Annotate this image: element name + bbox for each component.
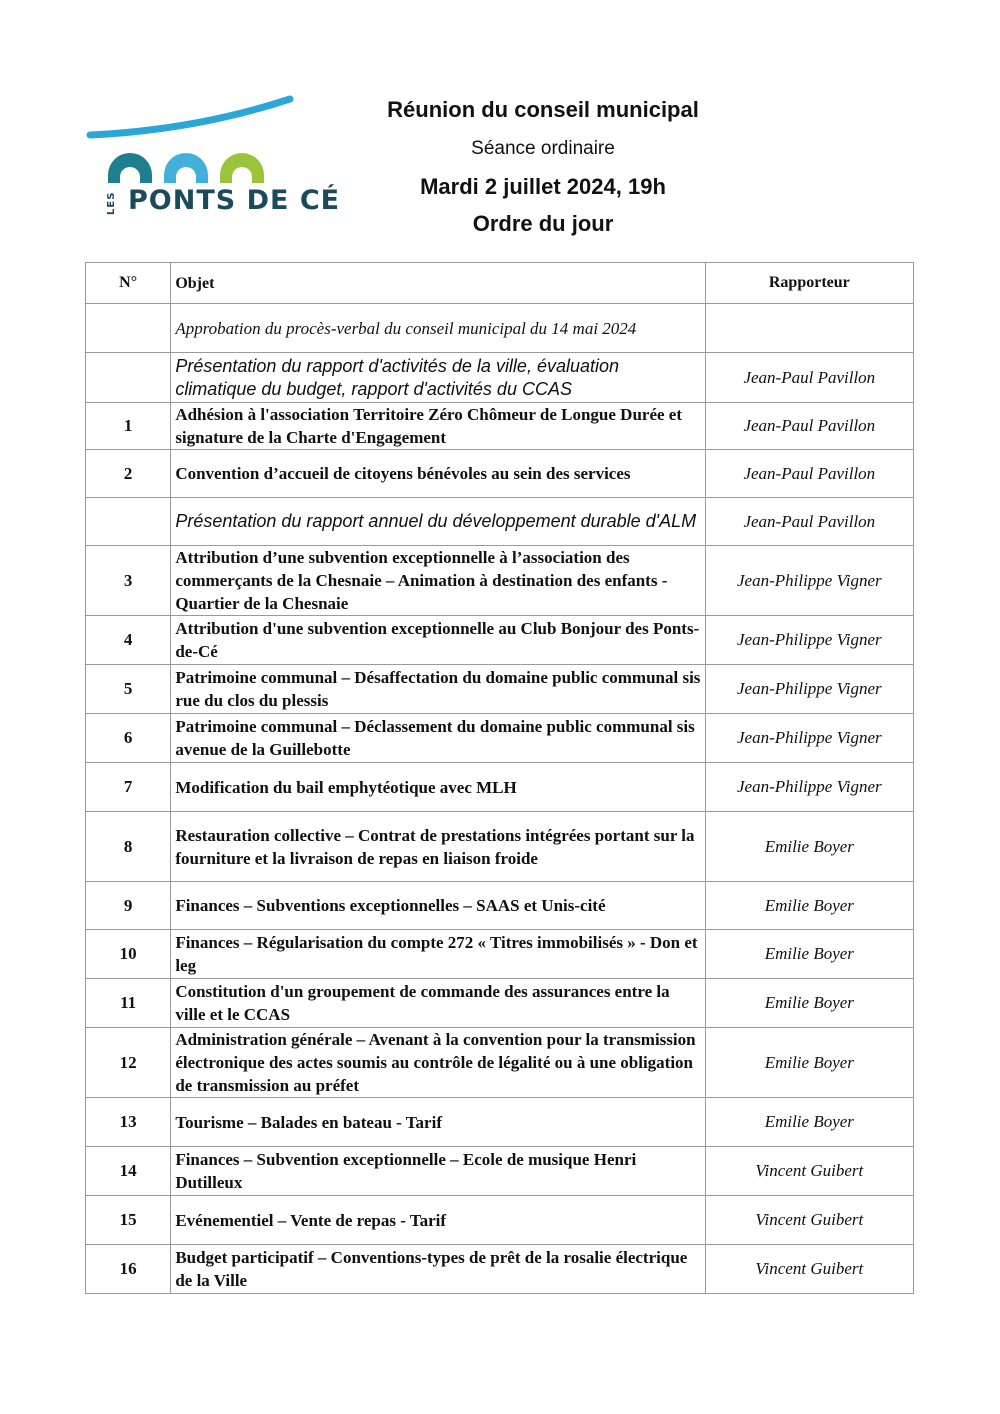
row-num: 10 — [86, 930, 171, 979]
row-objet: Restauration collective – Contrat de prestations intégrées portant sur la fourniture et la livraison de repas en liaison froide — [171, 812, 705, 882]
row-rapporteur: Jean-Paul Pavillon — [705, 450, 913, 498]
row-num: 4 — [86, 616, 171, 665]
table-row — [86, 665, 914, 714]
header-objet: Objet — [171, 263, 705, 304]
table-row — [86, 979, 914, 1028]
row-rapporteur: Emilie Boyer — [705, 979, 913, 1028]
row-num: 2 — [86, 450, 171, 498]
row-num: 7 — [86, 763, 171, 812]
row-num: 13 — [86, 1098, 171, 1147]
row-objet: Patrimoine communal – Déclassement du domaine public communal sis avenue de la Guillebotte — [171, 714, 705, 763]
row-rapporteur: Vincent Guibert — [705, 1196, 913, 1245]
row-objet: Convention d’accueil de citoyens bénévoles au sein des services — [171, 450, 705, 498]
row-rapporteur — [705, 304, 913, 353]
table-row — [86, 763, 914, 812]
meeting-date: Mardi 2 juillet 2024, 19h — [420, 174, 666, 199]
document-header — [330, 94, 756, 242]
document-title: Réunion du conseil municipal — [387, 97, 699, 122]
row-num: 6 — [86, 714, 171, 763]
row-objet: Finances – Subvention exceptionnelle – Ecole de musique Henri Dutilleux — [171, 1147, 705, 1196]
row-objet: Présentation du rapport d'activités de la ville, évaluation climatique du budget, rapport d'activités du CCAS — [171, 353, 705, 403]
table-row — [86, 450, 914, 498]
table-row — [86, 304, 914, 353]
row-num: 5 — [86, 665, 171, 714]
table-row — [86, 353, 914, 403]
row-num: 1 — [86, 403, 171, 450]
row-rapporteur: Emilie Boyer — [705, 1098, 913, 1147]
row-objet: Budget participatif – Conventions-types de prêt de la rosalie électrique de la Ville — [171, 1245, 705, 1294]
table-row — [86, 1196, 914, 1245]
row-num: 16 — [86, 1245, 171, 1294]
row-objet: Finances – Subventions exceptionnelles – SAAS et Unis-cité — [171, 882, 705, 930]
row-num: 12 — [86, 1028, 171, 1098]
agenda-heading: Ordre du jour — [472, 211, 614, 236]
row-num: 14 — [86, 1147, 171, 1196]
row-objet: Adhésion à l'association Territoire Zéro Chômeur de Longue Durée et signature de la Charte d'Engagement — [171, 403, 705, 450]
row-num: 3 — [86, 546, 171, 616]
row-num: 9 — [86, 882, 171, 930]
row-rapporteur: Jean-Philippe Vigner — [705, 763, 913, 812]
table-row — [86, 498, 914, 546]
table-row — [86, 714, 914, 763]
logo-arch-3 — [220, 153, 264, 183]
row-objet: Constitution d'un groupement de commande des assurances entre la ville et le CCAS — [171, 979, 705, 1028]
table-row — [86, 882, 914, 930]
row-num: 15 — [86, 1196, 171, 1245]
row-rapporteur: Jean-Philippe Vigner — [705, 665, 913, 714]
row-num — [86, 304, 171, 353]
row-rapporteur: Vincent Guibert — [705, 1147, 913, 1196]
row-rapporteur: Jean-Philippe Vigner — [705, 546, 913, 616]
row-rapporteur: Jean-Paul Pavillon — [705, 353, 913, 403]
logo-main-text: PONTS DE CÉ — [128, 185, 341, 216]
row-rapporteur: Emilie Boyer — [705, 930, 913, 979]
row-num — [86, 353, 171, 403]
logo-les-text: LES — [106, 191, 117, 215]
row-rapporteur: Jean-Philippe Vigner — [705, 616, 913, 665]
header-num: N° — [86, 263, 171, 304]
row-objet: Approbation du procès-verbal du conseil municipal du 14 mai 2024 — [171, 304, 705, 353]
table-row — [86, 1245, 914, 1294]
logo — [86, 95, 341, 225]
row-rapporteur: Jean-Paul Pavillon — [705, 498, 913, 546]
table-row — [86, 616, 914, 665]
row-rapporteur: Vincent Guibert — [705, 1245, 913, 1294]
logo-arch-1 — [108, 153, 152, 183]
logo-arc — [90, 99, 290, 135]
row-objet: Présentation du rapport annuel du développement durable d'ALM — [171, 498, 705, 546]
table-row — [86, 930, 914, 979]
row-objet: Tourisme – Balades en bateau - Tarif — [171, 1098, 705, 1147]
table-header-row — [86, 263, 914, 304]
document-subtitle: Séance ordinaire — [471, 138, 615, 159]
row-num: 11 — [86, 979, 171, 1028]
row-rapporteur: Emilie Boyer — [705, 1028, 913, 1098]
row-objet: Attribution d'une subvention exceptionnelle au Club Bonjour des Ponts-de-Cé — [171, 616, 705, 665]
agenda-table — [85, 262, 914, 1294]
row-objet: Evénementiel – Vente de repas - Tarif — [171, 1196, 705, 1245]
row-objet: Modification du bail emphytéotique avec MLH — [171, 763, 705, 812]
table-row — [86, 1098, 914, 1147]
row-objet: Finances – Régularisation du compte 272 « Titres immobilisés » - Don et leg — [171, 930, 705, 979]
table-row — [86, 546, 914, 616]
row-rapporteur: Emilie Boyer — [705, 812, 913, 882]
table-row — [86, 403, 914, 450]
table-row — [86, 1147, 914, 1196]
table-row — [86, 1028, 914, 1098]
logo-arch-2 — [164, 153, 208, 183]
row-objet: Patrimoine communal – Désaffectation du domaine public communal sis rue du clos du plessis — [171, 665, 705, 714]
row-rapporteur: Jean-Paul Pavillon — [705, 403, 913, 450]
row-num — [86, 498, 171, 546]
row-objet: Administration générale – Avenant à la convention pour la transmission électronique des actes soumis au contrôle de légalité ou à une obligation de transmission au préfet — [171, 1028, 705, 1098]
row-rapporteur: Emilie Boyer — [705, 882, 913, 930]
header-rapporteur: Rapporteur — [705, 263, 913, 304]
row-rapporteur: Jean-Philippe Vigner — [705, 714, 913, 763]
row-num: 8 — [86, 812, 171, 882]
table-row — [86, 812, 914, 882]
row-objet: Attribution d’une subvention exceptionnelle à l’association des commerçants de la Chesnaie – Animation à destination des enfants - Quartier de la Chesnaie — [171, 546, 705, 616]
logo-graphic — [86, 95, 296, 190]
